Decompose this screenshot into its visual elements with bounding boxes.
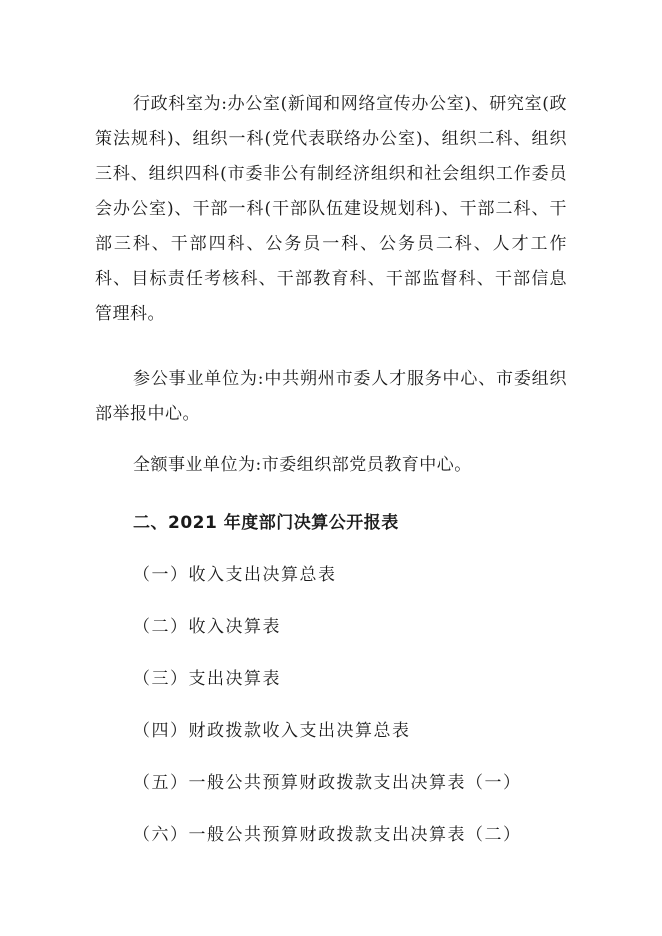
report-list-item: （二）收入决算表: [133, 617, 281, 637]
report-list-item: （六）一般公共预算财政拨款支出决算表（二）: [133, 825, 522, 845]
paragraph-reference-units: 参公事业单位为:中共朔州市委人才服务中心、市委组织部举报中心。: [95, 369, 567, 424]
report-list-item: （一）收入支出决算总表: [133, 565, 337, 585]
paragraph-admin-departments: 行政科室为:办公室(新闻和网络宣传办公室)、研究室(政策法规科)、组织一科(党代表联络办公室)、组织二科、组织三科、组织四科(市委非公有制经济组织和社会组织工作委员会办公室)、干部一科(干部队伍建设规划科)、干部二科、干部三科、干部四科、公务员一科、公务员二科、人才工作科、目标责任考核科、干部教育科、干部监督科、干部信息管理科。: [95, 94, 567, 324]
section-heading: 二、2021 年度部门决算公开报表: [133, 513, 399, 533]
report-list-item: （四）财政拨款收入支出决算总表: [133, 721, 411, 741]
report-list-item: （五）一般公共预算财政拨款支出决算表（一）: [133, 773, 522, 793]
paragraph-fullfunded-units: 全额事业单位为:市委组织部党员教育中心。: [133, 455, 472, 475]
report-list-item: （三）支出决算表: [133, 669, 281, 689]
